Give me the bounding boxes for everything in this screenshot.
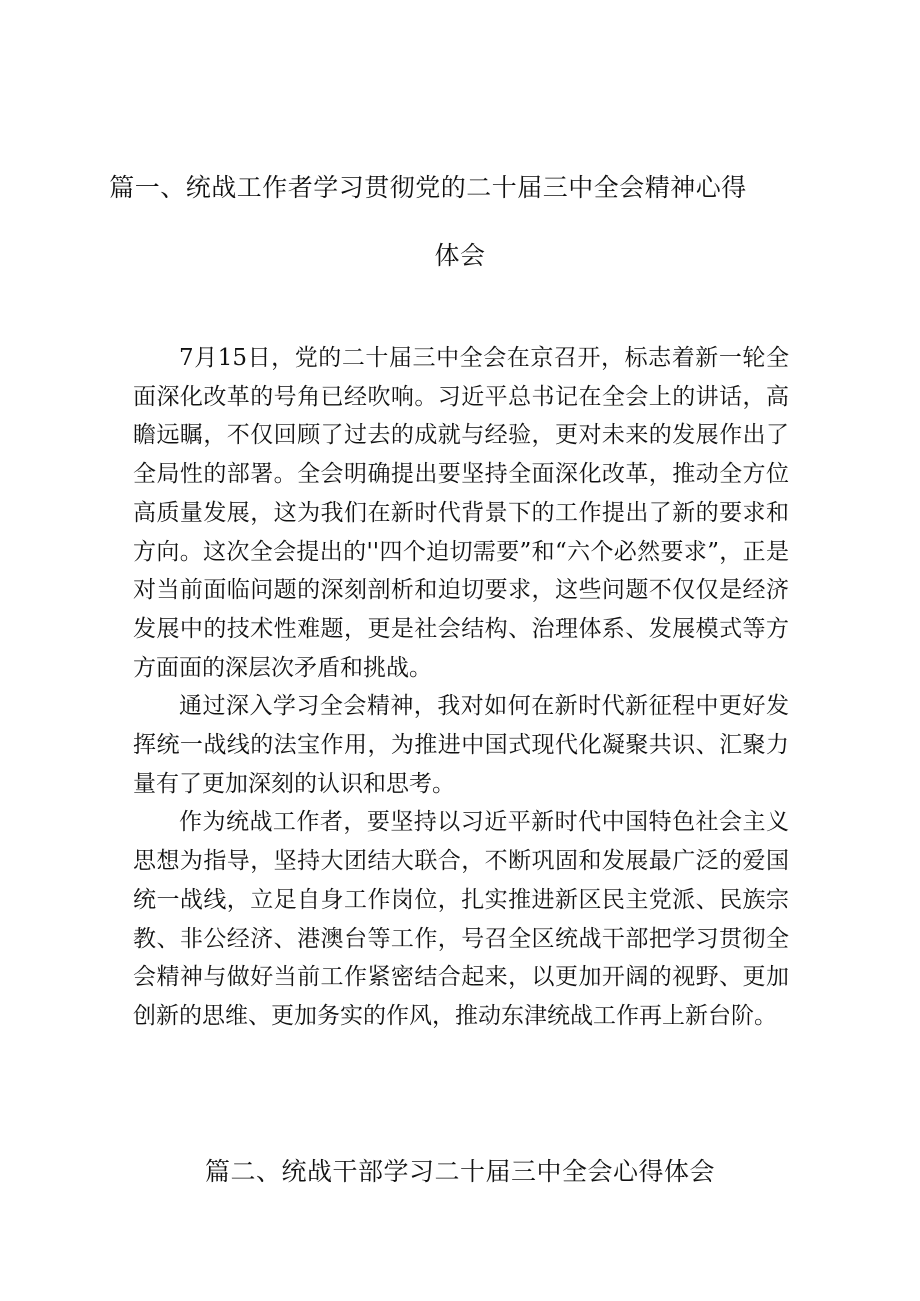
section-1-title: 篇一、统战工作者学习贯彻党的二十届三中全会精神心得 bbox=[109, 173, 747, 202]
section-2-title: 篇二、统战干部学习二十届三中全会心得体会 bbox=[204, 1157, 715, 1186]
section-1-title-continued: 体会 bbox=[434, 241, 486, 270]
paragraph: 7月15日，党的二十届三中全会在京召开，标志着新一轮全面深化改革的号角已经吹响。习近平总书记在全会上的讲话，高瞻远瞩，不仅回顾了过去的成就与经验，更对未来的发展作出了全局性的部署。全会明确提出要坚持全面深化改革，推动全方位高质量发展，这为我们在新时代背景下的工作提出了新的要求和方向。这次全会提出的''四个迫切需要”和“六个必然要求”，正是对当前面临问题的深刻剖析和迫切要求，这些问题不仅仅是经济发展中的技术性难题，更是社会结构、治理体系、发展模式等方方面面的深层次矛盾和挑战。 bbox=[133, 345, 789, 681]
paragraph: 通过深入学习全会精神，我对如何在新时代新征程中更好发挥统一战线的法宝作用，为推进中国式现代化凝聚共识、汇聚力量有了更加深刻的认识和思考。 bbox=[133, 693, 789, 797]
paragraph: 作为统战工作者，要坚持以习近平新时代中国特色社会主义思想为指导，坚持大团结大联合，不断巩固和发展最广泛的爱国统一战线，立足自身工作岗位，扎实推进新区民主党派、民族宗教、非公经济、港澳台等工作，号召全区统战干部把学习贯彻全会精神与做好当前工作紧密结合起来，以更加开阔的视野、更加创新的思维、更加务实的作风，推动东津统战工作再上新台阶。 bbox=[133, 809, 789, 1029]
section-1-body bbox=[133, 339, 789, 1036]
